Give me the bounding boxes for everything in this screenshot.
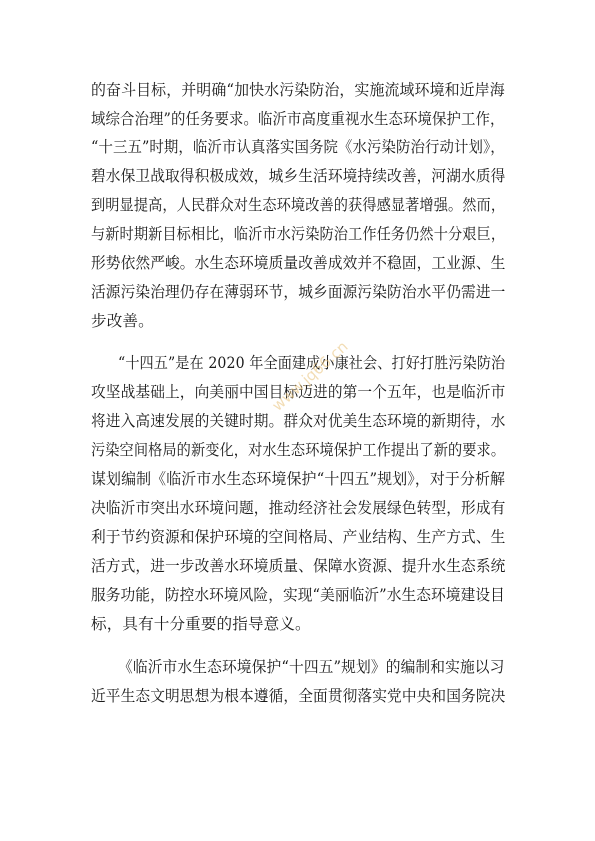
- text-line: 《临沂市水生态环境保护“十四五”规划》的编制和实施以习: [118, 658, 505, 676]
- text-line: 攻坚战基础上，向美丽中国目标迈进的第一个五年，也是临沂市: [91, 383, 506, 401]
- text-line: 活源污染治理仍存在薄弱环节，城乡面源污染防治水平仍需进一: [91, 283, 506, 301]
- text-line: 标，具有十分重要的指导意义。: [91, 615, 311, 633]
- text-line: 域综合治理”的任务要求。临沂市高度重视水生态环境保护工作，: [91, 110, 505, 128]
- text-line: 碧水保卫战取得积极成效，城乡生活环境持续改善，河湖水质得: [91, 167, 506, 185]
- text-line: 与新时期新目标相比，临沂市水污染防治工作任务仍然十分艰巨，: [91, 225, 506, 243]
- watermark-text: www.jq66.cn: [268, 337, 352, 415]
- text-line: 服务功能，防控水环境风险，实现“美丽临沂”水生态环境建设目: [91, 586, 505, 604]
- text-line: 污染空间格局的新变化，对水生态环境保护工作提出了新的要求。: [91, 441, 506, 459]
- text-line: 利于节约资源和保护环境的空间格局、产业结构、生产方式、生: [91, 528, 506, 546]
- text-line: “十三五”时期，临沂市认真落实国务院《水污染防治行动计划》，: [91, 138, 505, 156]
- text-line: 的奋斗目标，并明确“加快水污染防治，实施流域环境和近岸海: [91, 81, 505, 99]
- text-line: 形势依然严峻。水生态环境质量改善成效并不稳固，工业源、生: [91, 254, 506, 272]
- text-line: 活方式，进一步改善水环境质量、保障水资源、提升水生态系统: [91, 557, 506, 575]
- text-line: 步改善。: [91, 312, 154, 330]
- text-line: 决临沂市突出水环境问题，推动经济社会发展绿色转型，形成有: [91, 499, 506, 517]
- text-line: 将进入高速发展的关键时期。群众对优美生态环境的新期待，水: [91, 412, 506, 430]
- text-line: 谋划编制《临沂市水生态环境保护“十四五”规划》，对于分析解: [91, 470, 506, 488]
- text-line: “十四五”是在 2020 年全面建成小康社会、打好打胜污染防治: [118, 354, 506, 372]
- text-line: 到明显提高，人民群众对生态环境改善的获得感显著增强。然而，: [91, 196, 506, 214]
- text-line: 近平生态文明思想为根本遵循，全面贯彻落实党中央和国务院决: [91, 687, 506, 705]
